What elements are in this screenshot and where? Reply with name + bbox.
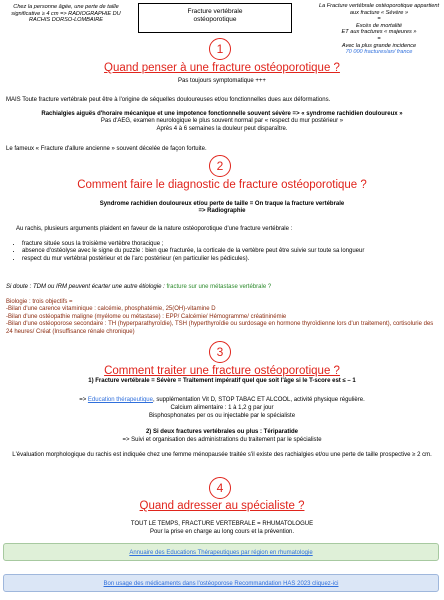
right-line: La Fracture vertébrale ostéoporotique appartient aux fracture « Sévère » — [318, 3, 440, 16]
s3-etp — [0, 397, 444, 404]
s1-para2-bold: Rachialgies aiguës d'horaire mécanique et une impotence fonctionnelle souvent sévère => « syndrome rachidien douloureux » — [41, 111, 403, 117]
title-box — [138, 3, 292, 33]
s1-para2-line: Pas d'AEG, examen neurologique le plus souvent normal par « respect du mur postérieur » — [100, 118, 344, 125]
section-number-1: 1 — [209, 38, 231, 60]
right-line: ET aux fractures « majeures » — [341, 29, 417, 36]
title-line-1: Fracture vertébrale — [187, 8, 243, 15]
education-therapeutique-link[interactable]: Education thérapeutique — [87, 397, 153, 403]
s4-line2: Pour la prise en charge au long cours et la prévention. — [149, 529, 295, 535]
right-line: = — [377, 16, 381, 23]
education-directory-link[interactable]: Annuaire des Educations Thérapeutiques par région en rhumatologie — [129, 550, 313, 556]
s1-para2 — [4, 111, 440, 133]
s2-bold-line: => Radiographie — [198, 208, 246, 215]
right-line: Avec la plus grande incidence — [341, 42, 417, 49]
s2-doubt — [6, 284, 438, 291]
s2-bold-line: Syndrome rachidien douloureux et/ou perte de taille = On traque la fracture vertébrale — [99, 201, 345, 207]
right-line: Excès de mortalité — [355, 22, 402, 29]
s4-line1: TOUT LE TEMPS, FRACTURE VERTEBRALE = RHUMATOLOGUE — [130, 521, 314, 527]
s3-etp-prefix: => — [79, 397, 87, 403]
bio-title: Biologie : trois objectifs = — [6, 299, 73, 305]
s2-intro: Au rachis, plusieurs arguments plaident en faveur de la nature ostéoporotique d'une fracture vertébrale : — [16, 226, 293, 232]
s1-para2-line: Après 4 à 6 semaines la douleur peut disparaître. — [156, 125, 288, 132]
right-blue-line: 70 000 fractures/an/ france — [345, 49, 413, 56]
bio-line: -Bilan d'une carence vitaminique : calcémie, phosphatémie, 25(OH)-vitamine D — [6, 306, 216, 313]
right-line: = — [377, 35, 381, 42]
section-title-2: Comment faire le diagnostic de fracture ostéoporotique ? — [77, 179, 367, 191]
section-title-4: Quand adresser au spécialiste ? — [139, 500, 305, 512]
s3-calcium: Calcium alimentaire : 1 à 1,2 g par jour — [170, 405, 274, 411]
s2-bullet-list — [10, 241, 430, 263]
section-title-3: Comment traiter une fracture ostéoporotique ? — [104, 365, 340, 377]
s2-bold — [0, 201, 444, 216]
has-recommendation-link[interactable]: Bon usage des médicaments dans l'ostéoporose Recommandation HAS 2023 cliquez-ici — [103, 581, 339, 587]
s3-etp-rest: , supplémentation Vit D, STOP TABAC ET ALCOOL, activité physique régulière. — [152, 397, 365, 403]
header-left-note: Chez la personne âgée, une perte de taille significative ≥ 4 cm => RADIOGRAPHIE DU RACHIS DORSO-LOMBAIRE — [11, 4, 121, 24]
section-title-1: Quand penser à une fracture ostéoporotique ? — [104, 62, 340, 74]
education-directory-bar — [3, 543, 439, 561]
list-item: • fracture située sous la troisième vertèbre thoracique ; — [22, 241, 430, 248]
list-item: • absence d'ostéolyse avec le signe du puzzle : bien que fracturée, la corticale de la vertèbre peut être suivie sur toute sa longueur — [22, 248, 430, 255]
section-number-2: 2 — [209, 155, 231, 177]
s1-para3: Le fameux « Fracture d'allure ancienne » souvent décelée de façon fortuite. — [6, 146, 207, 152]
s2-doubt-italic: Si doute : TDM ou IRM peuvent écarter une autre étiologie : — [6, 284, 165, 290]
s3-suivi: => Suivi et organisation des administrations du traitement par le spécialiste — [122, 437, 322, 443]
s3-bisphos: Bisphosphonates per os ou injectable par le spécialiste — [148, 413, 296, 419]
has-recommendation-bar — [3, 574, 439, 592]
s3-bold2: 2) Si deux fractures vertébrales ou plus : Tériparatide — [145, 429, 299, 435]
title-line-2: ostéoporotique — [193, 16, 237, 23]
bio-line: -Bilan d'une ostéopathie maligne (myélome ou métastase) : EPP/ Calcémie/ Hémogramme/ créatininémie — [6, 313, 287, 320]
section-number-4: 4 — [209, 477, 231, 499]
s1-para1: MAIS Toute fracture vertébrale peut être à l'origine de séquelles douloureuses et/ou fonctionnelles dues aux déformations. — [6, 97, 331, 103]
header-right-note — [318, 3, 440, 56]
bio-line: -Bilan d'une ostéoporose secondaire : TH (hyperparathyroïdie), TSH (hyperthyroïdie ou surdosage en hormone thyroïdienne lors d'un traitement), cortisolurie des 24 heures/ Créat (Insuffisance rénale chronique) — [6, 321, 434, 335]
s3-eval: L'évaluation morphologique du rachis est indiquée chez une femme ménopausée traitée s'il existe des rachialgies et/ou une perte de taille prospective ≥ 2 cm. — [12, 452, 432, 458]
s1-subtitle: Pas toujours symptomatique +++ — [178, 78, 266, 84]
list-item: • respect du mur vertébral postérieur et de l'arc postérieur (en particulier les pédicules). — [22, 256, 430, 263]
s3-bold1: 1) Fracture vertébrale = Sévère = Traitement impératif quel que soit l'âge si le T-score est ≤ – 1 — [88, 378, 356, 384]
s2-biology — [6, 299, 438, 336]
section-number-3: 3 — [209, 341, 231, 363]
s2-doubt-green: fracture sur une métastase vertébrale ? — [166, 284, 272, 290]
